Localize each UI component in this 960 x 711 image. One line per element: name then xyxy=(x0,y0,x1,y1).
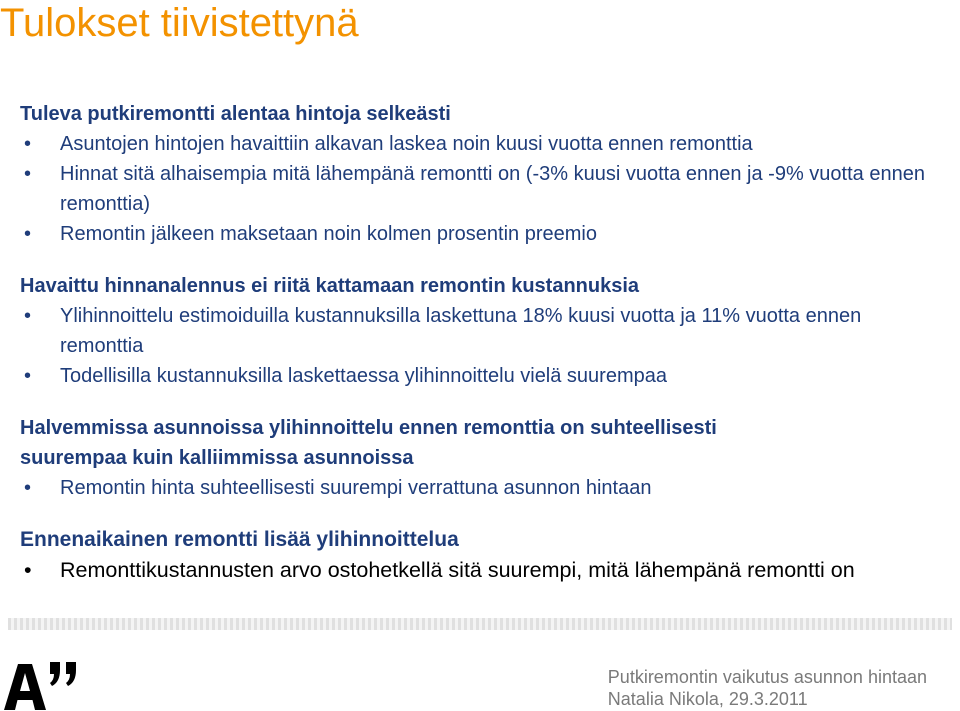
section-price-drop xyxy=(20,99,940,249)
bullet-item: • Remontin jälkeen maksetaan noin kolmen prosentin preemio xyxy=(20,219,940,249)
section-cheaper-apartments xyxy=(20,413,940,503)
section-heading: Halvemmissa asunnoissa ylihinnoittelu ennen remonttia on suhteellisesti xyxy=(20,417,717,439)
footer-presentation-title: Putkiremontin vaikutus asunnon hintaan xyxy=(607,667,927,687)
aalto-logo-icon xyxy=(4,658,84,710)
footer-divider xyxy=(8,618,952,630)
bullet-list xyxy=(20,301,940,391)
page-title: Tulokset tiivistettynä xyxy=(0,1,359,45)
footer xyxy=(608,666,927,710)
section-heading: Tuleva putkiremontti alentaa hintoja selkeästi xyxy=(20,103,451,125)
section-heading-line2: suurempaa kuin kalliimmissa asunnoissa xyxy=(20,447,414,469)
bullet-item: • Todellisilla kustannuksilla laskettaessa ylihinnoittelu vielä suurempaa xyxy=(20,361,940,391)
section-heading: Ennenaikainen remontti lisää ylihinnoittelua xyxy=(20,528,459,551)
footer-author-date: Natalia Nikola, 29.3.2011 xyxy=(607,689,808,709)
bullet-list xyxy=(20,555,940,585)
bullet-item: • Hinnat sitä alhaisempia mitä lähempänä remontti on (-3% kuusi vuotta ennen ja -9% vuotta ennen remonttia) xyxy=(20,159,940,219)
bullet-item: • Ylihinnoittelu estimoiduilla kustannuksilla laskettuna 18% kuusi vuotta ja 11% vuotta ennen remonttia xyxy=(20,301,940,361)
slide-content xyxy=(20,99,940,585)
section-early-renovation xyxy=(20,525,940,585)
bullet-list xyxy=(20,129,940,249)
section-cost-coverage xyxy=(20,271,940,391)
bullet-item: • Remonttikustannusten arvo ostohetkellä sitä suurempi, mitä lähempänä remontti on xyxy=(20,555,940,585)
bullet-item: • Asuntojen hintojen havaittiin alkavan laskea noin kuusi vuotta ennen remonttia xyxy=(20,129,940,159)
section-heading: Havaittu hinnanalennus ei riitä kattamaan remontin kustannuksia xyxy=(20,275,640,297)
bullet-list xyxy=(20,473,940,503)
bullet-item: • Remontin hinta suhteellisesti suurempi verrattuna asunnon hintaan xyxy=(20,473,940,503)
